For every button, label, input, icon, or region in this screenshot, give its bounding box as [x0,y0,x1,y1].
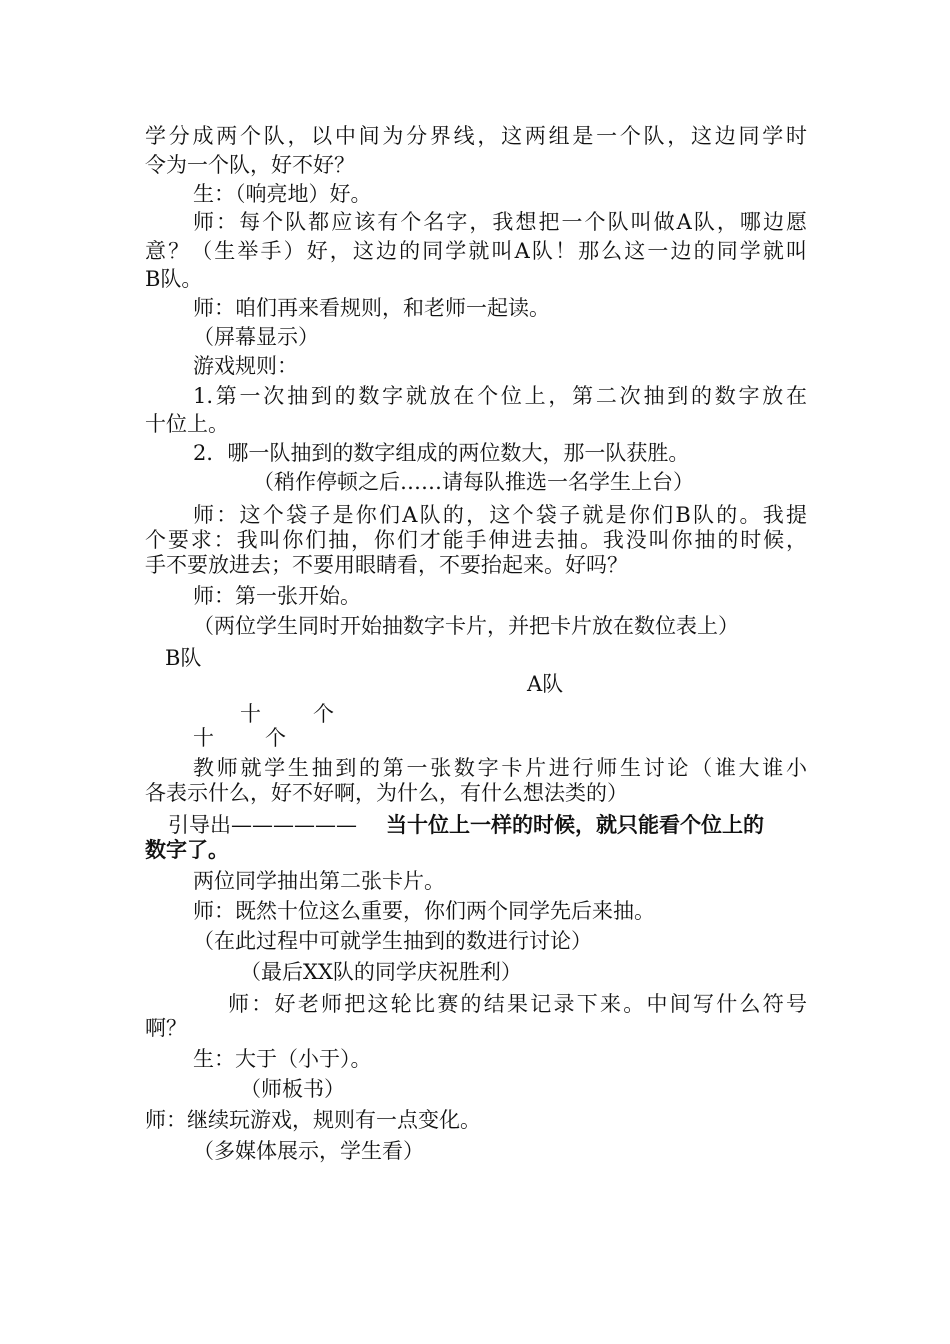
text-line: （最后XX队的同学庆祝胜利） [240,960,522,984]
text-line: 师：咱们再来看规则，和老师一起读。 [193,296,550,320]
text-line: 游戏规则： [193,354,298,378]
text-line: 2．哪一队抽到的数字组成的两位数大，那一队获胜。 [193,441,690,465]
text-line: 师：每个队都应该有个名字，我想把一个队叫做A队，哪边愿 [193,210,807,234]
text-line: 1.第一次抽到的数字就放在个位上，第二次抽到的数字放在 [193,384,807,408]
place-value-ones: 个 [313,702,334,726]
text-line: （多媒体展示，学生看） [193,1139,424,1163]
text-line: 各表示什么，好不好啊，为什么，有什么想法类的） [145,781,628,805]
text-line: 令为一个队，好不好？ [145,153,355,177]
text-line: 啊？ [145,1016,187,1040]
text-line: （师板书） [240,1077,345,1101]
key-point-text: 数字了。 [145,837,229,862]
text-line: 个要求：我叫你们抽，你们才能手伸进去抽。我没叫你抽的时候， [145,528,807,552]
text-line: 师：这个袋子是你们A队的，这个袋子就是你们B队的。我提 [193,503,807,527]
place-value-ones: 个 [265,726,286,750]
place-value-tens: 十 [193,726,214,750]
key-point-text: 当十位上一样的时候，就只能看个位上的 [386,812,764,837]
text-line: 十位上。 [145,412,229,436]
text-line: （在此过程中可就学生抽到的数进行讨论） [193,929,592,953]
text-line: 意？（生举手）好，这边的同学就叫A队！那么这一边的同学就叫 [145,239,807,263]
team-b-label: B队 [165,646,202,670]
text-line: 两位同学抽出第二张卡片。 [193,869,445,893]
text-line: 学分成两个队，以中间为分界线，这两组是一个队，这边同学时 [145,124,807,148]
team-a-label: A队 [527,672,564,696]
text-line: （两位学生同时开始抽数字卡片，并把卡片放在数位表上） [193,614,739,638]
text-line: 师：继续玩游戏，规则有一点变化。 [145,1108,481,1132]
text-line: （稍作停顿之后……请每队推选一名学生上台） [253,470,694,494]
text-line: （屏幕显示） [193,325,319,349]
text-line: 教师就学生抽到的第一张数字卡片进行师生讨论（谁大谁小 [193,756,807,780]
text-line: 师：好老师把这轮比赛的结果记录下来。中间写什么符号 [228,992,807,1016]
text-line: 引导出—————— [168,813,357,837]
text-line: 生：（响亮地）好。 [193,182,372,206]
text-line: 师：既然十位这么重要，你们两个同学先后来抽。 [193,899,655,923]
text-line: 师：第一张开始。 [193,584,361,608]
place-value-tens: 十 [240,702,261,726]
text-line: 手不要放进去；不要用眼睛看，不要抬起来。好吗？ [145,553,628,577]
text-line: 生：大于（小于）。 [193,1047,372,1071]
text-line: B队。 [145,267,203,291]
